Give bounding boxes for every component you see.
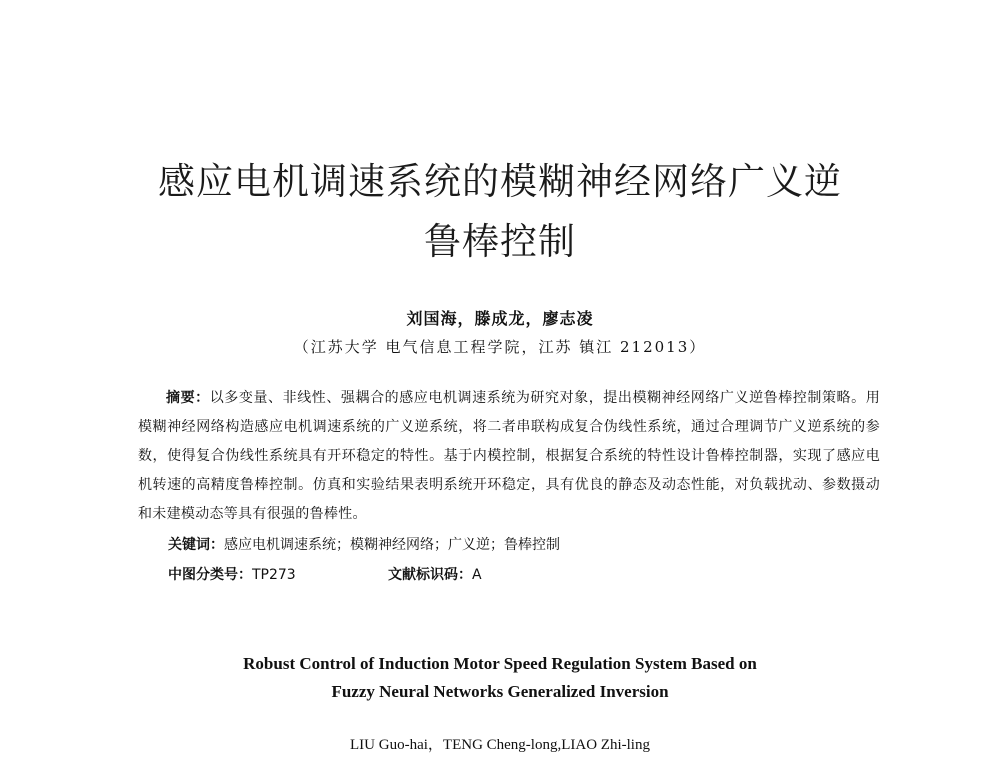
abstract-label: 摘要： xyxy=(166,390,210,406)
keywords-line xyxy=(168,538,560,552)
keywords-text: 感应电机调速系统；模糊神经网络；广义逆；鲁棒控制 xyxy=(224,537,560,553)
classification-line xyxy=(168,568,296,582)
abstract-text: 以多变量、非线性、强耦合的感应电机调速系统为研究对象，提出模糊神经网络广义逆鲁棒控制策略。用模糊神经网络构造感应电机调速系统的广义逆系统，将二者串联构成复合伪线性系统，通过合理调节广义逆系统的参数，使得复合伪线性系统具有开环稳定的特性。基于内模控制，根据复合系统的特性设计鲁棒控制器，实现了感应电机转速的高精度鲁棒控制。仿真和实验结果表明系统开环稳定，具有优良的静态及动态性能，对负载扰动、参数摄动和未建模动态等具有很强的鲁棒性。 xyxy=(138,390,880,522)
authors-english: LIU Guo-hai，TENG Cheng-long,LIAO Zhi-ling xyxy=(350,737,650,753)
authors-chinese: 刘国海，滕成龙，廖志凌 xyxy=(406,309,594,328)
classification-label: 中图分类号： xyxy=(168,567,252,583)
classification-value: TP273 xyxy=(252,567,296,583)
abstract xyxy=(138,384,880,529)
english-title-line-1: Robust Control of Induction Motor Speed Regulation System Based on xyxy=(243,654,757,673)
keywords-label: 关键词： xyxy=(168,537,224,553)
chinese-title-line-1: 感应电机调速系统的模糊神经网络广义逆 xyxy=(158,160,842,203)
chinese-title-line-2: 鲁棒控制 xyxy=(424,220,576,263)
english-title-line-2: Fuzzy Neural Networks Generalized Inversion xyxy=(331,682,669,701)
document-code-value: A xyxy=(472,567,482,583)
document-code-line xyxy=(388,568,482,582)
affiliation-chinese: （江苏大学 电气信息工程学院，江苏 镇江 212013） xyxy=(293,338,707,356)
document-code-label: 文献标识码： xyxy=(388,567,472,583)
